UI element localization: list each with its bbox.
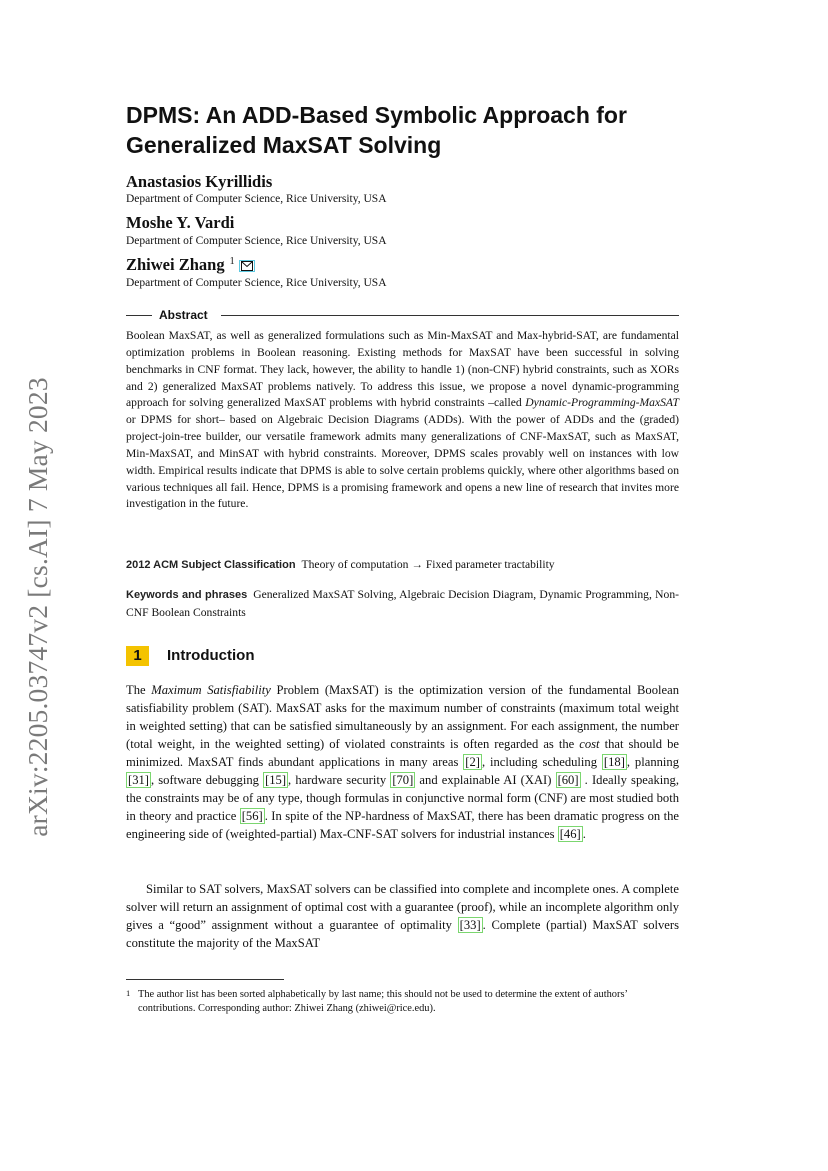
arxiv-identifier xyxy=(18,372,58,842)
intro-paragraph-1: The Maximum Satisfiability Problem (MaxSAT) is the optimization version of the fundamental Boolean satisfiability problem (SAT). MaxSAT asks for the maximum number of constraints (maximum total weight in weighted setting) that can be satisfied simultaneously by an assignment. For each assignment, the number (total weight, in the weighted setting) of violated constraints is often regarded as the cost that should be minimized. MaxSAT finds abundant applications in many areas [2] , including scheduling [18] , planning [31] , software debugging [15] , hardware security [70] and explainable AI (XAI) [60] . Ideally speaking, the constraints may be of any type, though formulas in conjunctive normal form (CNF) are most studied both in theory and practice [56] . In spite of the NP-hardness of MaxSAT, there has been dramatic progress on the engineering side of (weighted-partial) Max-CNF-SAT solvers for industrial instances [46] . xyxy=(126,683,680,841)
citation-link[interactable]: [56] xyxy=(241,809,263,823)
keywords-label: Keywords and phrases xyxy=(126,589,248,601)
email-icon[interactable] xyxy=(239,260,255,272)
title-line-2: Generalized MaxSAT Solving xyxy=(126,132,442,158)
author-affiliation-1: Department of Computer Science, Rice University, USA xyxy=(126,193,387,205)
author-footnote-mark: 1 xyxy=(229,256,235,267)
citation-link[interactable]: [15] xyxy=(265,773,287,787)
footnote xyxy=(126,988,679,1016)
citation-link[interactable]: [70] xyxy=(392,773,414,787)
acm-value: Theory of computation → Fixed parameter tractability xyxy=(301,558,555,571)
abstract-heading: Abstract xyxy=(159,308,208,322)
keywords xyxy=(126,586,679,622)
rule-right xyxy=(221,315,679,316)
arxiv-identifier-text: arXiv:2205.03747v2 [cs.AI] 7 May 2023 xyxy=(22,377,53,837)
author-name-1: Anastasios Kyrillidis xyxy=(126,172,273,191)
footnote-mark: 1 xyxy=(126,988,131,998)
citation-link[interactable]: [31] xyxy=(128,773,149,787)
title-line-1: DPMS: An ADD-Based Symbolic Approach for xyxy=(126,102,627,128)
acm-label: 2012 ACM Subject Classification xyxy=(126,559,296,571)
rule-left xyxy=(126,315,152,316)
intro-paragraph-2: Similar to SAT solvers, MaxSAT solvers can be classified into complete and incomplete ones. A complete solver will return an assignment of optimal cost with a guarantee (proof), while an incomplete algorithm only gives a “good” assignment without a guarantee of optimality [33] . Complete (partial) MaxSAT solvers constitute the majority of the MaxSAT xyxy=(126,882,679,950)
acm-classification xyxy=(126,556,679,574)
method-name: Dynamic-Programming-MaxSAT xyxy=(525,396,679,410)
citation-link[interactable]: [33] xyxy=(459,918,481,932)
author-affiliation-2: Department of Computer Science, Rice University, USA xyxy=(126,235,387,247)
author-affiliation-3: Department of Computer Science, Rice University, USA xyxy=(126,277,387,289)
abstract-body: Boolean MaxSAT, as well as generalized formulations such as Min-MaxSAT and Max-hybrid-SAT, are fundamental optimization problems in Boolean reasoning. Existing methods for MaxSAT have been successful in solving benchmarks in CNF format. They lack, however, the ability to handle 1) (non-CNF) hybrid constraints, such as XORs and 2) generalized MaxSAT problems natively. To address this issue, we propose a novel dynamic-programming approach for solving generalized MaxSAT problems with hybrid constraints –called Dynamic-Programming-MaxSAT or DPMS for short– based on Algebraic Decision Diagrams (ADDs). With the power of ADDs and the (graded) project-join-tree builder, our versatile framework admits many generalizations of CNF-MaxSAT, such as MaxSAT, Min-MaxSAT, and MinSAT with hybrid constraints. Moreover, DPMS scales provably well on instances with low width. Empirical results indicate that DPMS is able to solve certain problems quickly, where other algorithms based on various techniques all fail. Hence, DPMS is a promising framework and opens a new line of research that invites more investigation in the future. xyxy=(126,329,679,511)
author-3 xyxy=(126,255,255,275)
author-name-3: Zhiwei Zhang xyxy=(126,255,225,274)
footnote-rule xyxy=(126,979,284,980)
citation-link[interactable]: [18] xyxy=(603,755,625,769)
citation-link[interactable]: [60] xyxy=(557,773,579,787)
abstract-heading-rule xyxy=(126,308,679,322)
paper-title xyxy=(126,100,726,160)
footnote-text: The author list has been sorted alphabetically by last name; this should not be used to determine the extent of authors’ contributions. Corresponding author: Zhiwei Zhang (zhiwei@rice.edu). xyxy=(138,989,628,1014)
section-title: Introduction xyxy=(167,647,255,664)
section-number: 1 xyxy=(126,646,149,666)
citation-link[interactable]: [46] xyxy=(559,827,581,841)
keywords-value: Generalized MaxSAT Solving, Algebraic Decision Diagram, Dynamic Programming, Non-CNF Boolean Constraints xyxy=(126,588,679,619)
author-name-2: Moshe Y. Vardi xyxy=(126,213,235,232)
citation-link[interactable]: [2] xyxy=(465,755,480,769)
